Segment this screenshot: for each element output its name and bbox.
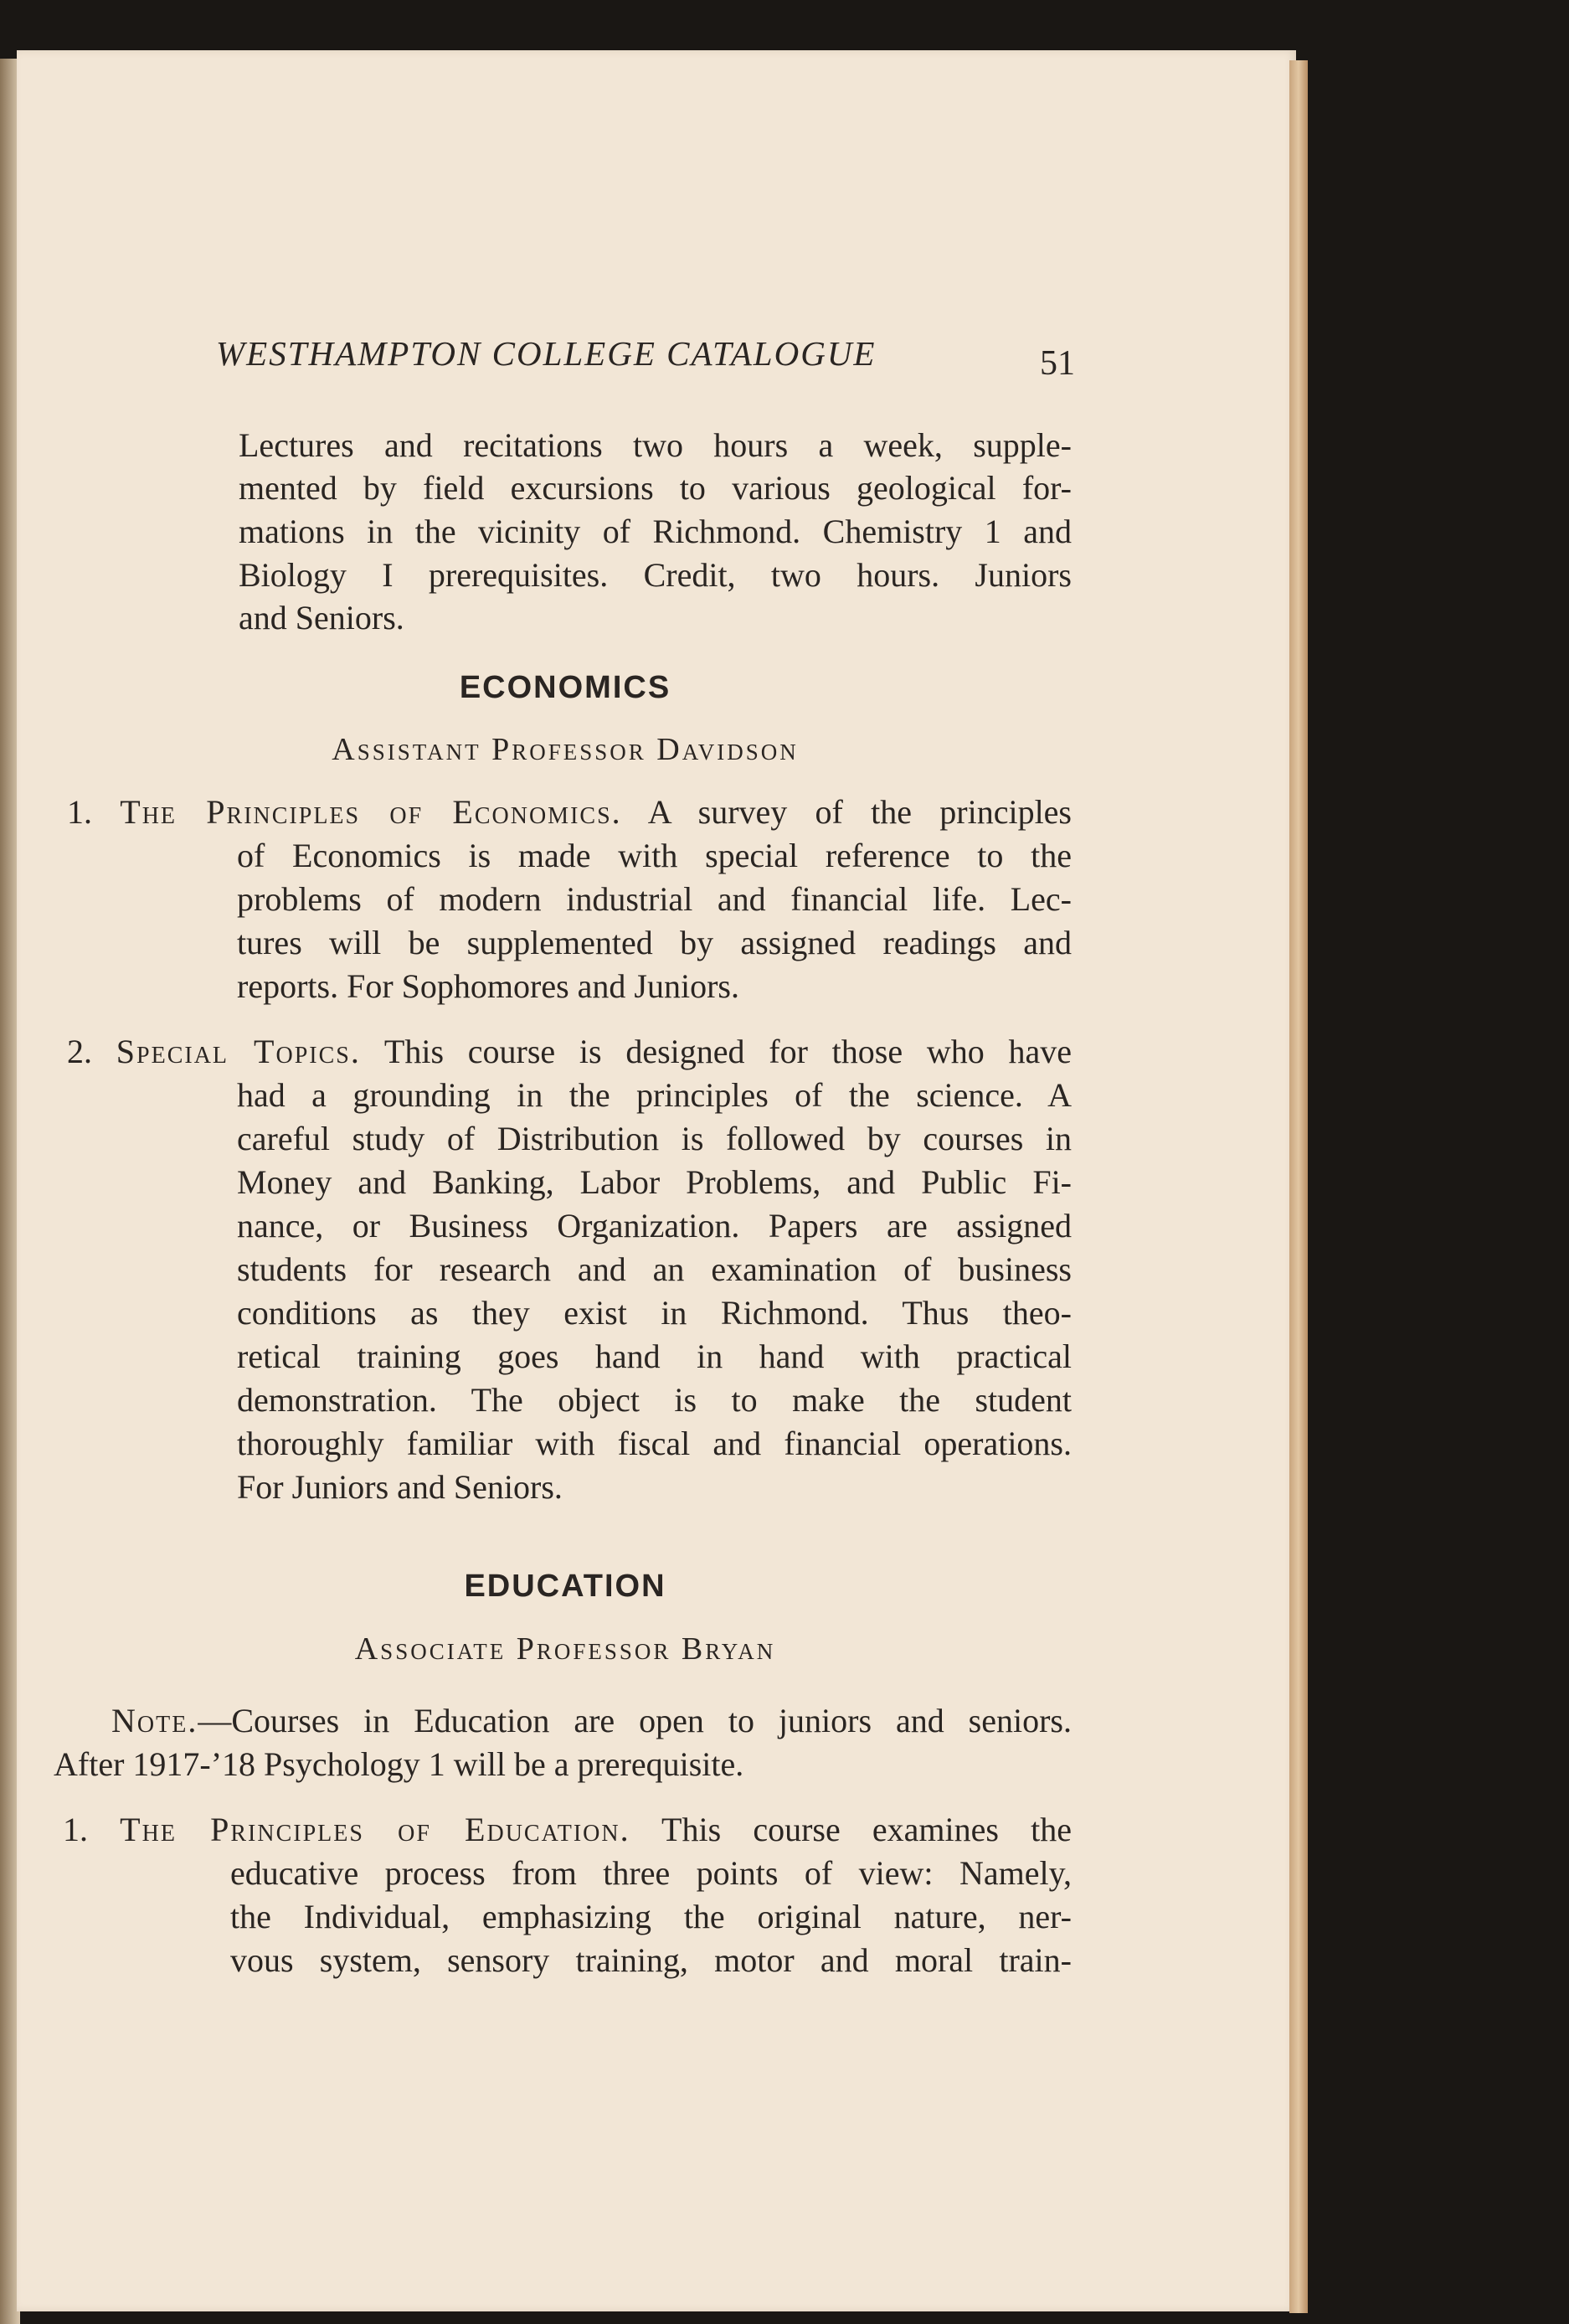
course-title: The Principles of Economics. — [120, 793, 622, 831]
note-label: Note. — [111, 1702, 198, 1739]
economics-course-1-line: problems of modern industrial and financial life. Lec- — [237, 880, 1072, 918]
economics-course-2-line: had a grounding in the principles of the science. A — [237, 1076, 1072, 1114]
education-course-1-line: the Individual, emphasizing the original nature, ner- — [230, 1898, 1072, 1935]
section-heading-education: EDUCATION — [464, 1569, 666, 1604]
economics-course-2-line: For Juniors and Seniors. — [237, 1468, 563, 1506]
economics-course-2-line: thoroughly familiar with fiscal and financial operations. — [237, 1425, 1072, 1462]
education-course-1-line: educative process from three points of view: Namely, — [230, 1854, 1072, 1892]
running-title: WESTHAMPTON COLLEGE CATALOGUE — [216, 334, 877, 373]
economics-course-2-line: nance, or Business Organization. Papers are assigned — [237, 1207, 1072, 1244]
economics-course-1-line: of Economics is made with special reference to the — [237, 837, 1072, 874]
education-course-1-first-line — [63, 1813, 1072, 1847]
economics-course-2-line: demonstration. The object is to make the student — [237, 1381, 1072, 1419]
economics-course-2-line: careful study of Distribution is followed by courses in — [237, 1120, 1072, 1157]
course-number: 1. — [63, 1811, 88, 1848]
intro-line-3: mations in the vicinity of Richmond. Chemistry 1 and — [239, 513, 1072, 550]
page-edge — [1289, 60, 1308, 2313]
course-title: The Principles of Education. — [120, 1811, 630, 1848]
course-number: 2. — [67, 1033, 92, 1070]
course-number: 1. — [67, 793, 92, 831]
economics-course-2-line: retical training goes hand in hand with practical — [237, 1337, 1072, 1375]
intro-line-1: Lectures and recitations two hours a week, supple- — [239, 426, 1072, 464]
economics-course-2-line: Money and Banking, Labor Problems, and Public Fi- — [237, 1163, 1072, 1201]
course-title: Special Topics. — [116, 1033, 361, 1070]
education-professor: Associate Professor Bryan — [354, 1631, 776, 1667]
intro-line-4: Biology I prerequisites. Credit, two hours. Juniors — [239, 556, 1072, 594]
course-text: This course is designed for those who have — [383, 1033, 1073, 1070]
page-number: 51 — [1040, 344, 1075, 383]
note-text: —Courses in Education are open to juniors and seniors. — [198, 1702, 1072, 1739]
course-text: A survey of the principles — [647, 793, 1073, 831]
education-note-line-1 — [111, 1704, 1072, 1738]
education-note-line-2: After 1917-’18 Psychology 1 will be a prerequisite. — [54, 1745, 744, 1783]
economics-course-2-line: students for research and an examination of business — [237, 1250, 1072, 1288]
intro-line-2: mented by field excursions to various geological for- — [239, 469, 1072, 507]
economics-course-2-first-line — [67, 1035, 1072, 1069]
course-text: This course examines the — [661, 1811, 1072, 1848]
economics-course-1-line: reports. For Sophomores and Juniors. — [237, 967, 739, 1005]
economics-professor: Assistant Professor Davidson — [332, 732, 799, 767]
education-course-1-line: vous system, sensory training, motor and moral train- — [230, 1941, 1072, 1979]
section-heading-economics: ECONOMICS — [459, 670, 671, 705]
intro-line-5: and Seniors. — [239, 599, 404, 636]
economics-course-1-first-line — [67, 793, 1073, 831]
economics-course-1-line: tures will be supplemented by assigned readings and — [237, 924, 1072, 961]
economics-course-2-line: conditions as they exist in Richmond. Thus theo- — [237, 1294, 1072, 1332]
